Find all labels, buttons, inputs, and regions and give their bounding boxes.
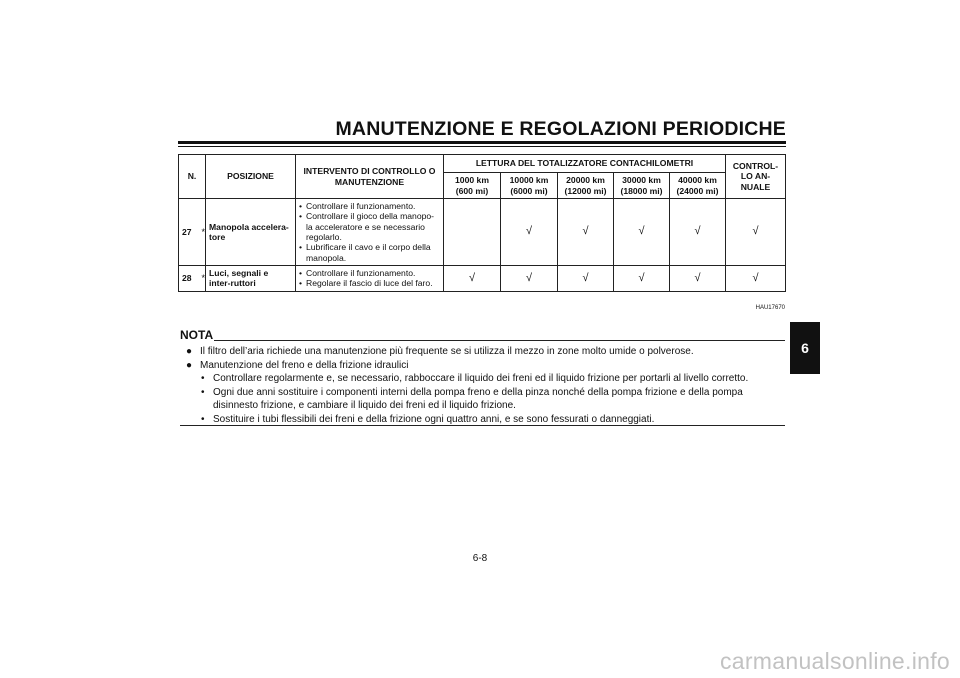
row-star: * [199,199,206,266]
bullet-icon: ● [186,346,193,357]
watermark: carmanualsonline.info [719,648,950,674]
action-item: • Controllare il gioco della manopo-la acceleratore e se necessario regolarlo. [299,211,440,242]
reference-code: HAU17670 [755,305,785,311]
title-rule [178,141,786,144]
row-position: Luci, segnali e inter-ruttori [206,265,296,291]
col-header-n: N. [179,155,206,199]
note-sub-item: • Controllare regolarmente e, se necessario, rabboccare il liquido dei freni ed il liquido frizione per portarli al livello corretto. [201,373,749,384]
action-item: • Controllare il funzionamento. [299,268,440,278]
note-rule [214,340,785,341]
sub-bullet-icon: • [201,373,205,384]
check-cell: √ [444,265,501,291]
col-header-odometer: LETTURA DEL TOTALIZZATORE CONTACHILOMETRI [444,155,726,173]
note-bottom-rule [180,425,785,426]
check-cell: √ [501,265,558,291]
sub-bullet-icon: • [201,413,205,425]
row-actions [296,199,444,266]
note-title: NOTA [180,328,214,342]
check-cell: √ [726,199,786,266]
row-actions [296,265,444,291]
page-number: 6-8 [472,553,488,564]
check-cell: √ [670,265,726,291]
check-cell [444,199,501,266]
chapter-tab: 6 [790,322,820,374]
row-number: 28 [179,265,199,291]
note-sub-item: • Sostituire i tubi flessibili dei freni e della frizione ogni quattro anni, e se sono fessurati o danneggiati. [201,413,655,425]
col-header-annual: CONTROL-LO AN-NUALE [726,155,786,199]
check-cell: √ [558,265,614,291]
table-row [179,199,786,266]
note-bullet: ● Manutenzione del freno e della frizione idraulici [186,359,409,371]
note-sub-item: • Ogni due anni sostituire i componenti interni della pompa freno e della pinza nonché della pompa frizione e della pompa disinnesto frizione, e cambiare il liquido dei freni ed il liquido frizione. [201,386,743,411]
row-position: Manopola accelera-tore [206,199,296,266]
row-star: * [199,265,206,291]
col-header-interval: 10000 km (6000 mi) [501,173,558,199]
col-header-action: INTERVENTO DI CONTROLLO O MANUTENZIONE [296,155,444,199]
col-header-interval: 30000 km (18000 mi) [614,173,670,199]
check-cell: √ [501,199,558,266]
col-header-position: POSIZIONE [206,155,296,199]
maintenance-table [178,154,786,292]
check-cell: √ [614,265,670,291]
title-rule-thin [178,146,786,147]
action-item: • Regolare il fascio di luce del faro. [299,278,440,288]
check-cell: √ [558,199,614,266]
row-number: 27 [179,199,199,266]
check-cell: √ [670,199,726,266]
col-header-interval: 20000 km (12000 mi) [558,173,614,199]
action-item: • Lubrificare il cavo e il corpo della manopola. [299,242,440,263]
table-row [179,265,786,291]
note-body [180,345,790,426]
bullet-icon: ● [186,359,193,371]
note-bullet: ● Il filtro dell’aria richiede una manutenzione più frequente se si utilizza il mezzo in zone molto umide o polverose. [186,346,694,357]
col-header-interval: 40000 km (24000 mi) [670,173,726,199]
check-cell: √ [726,265,786,291]
check-cell: √ [614,199,670,266]
sub-bullet-icon: • [201,386,205,398]
page-title: MANUTENZIONE E REGOLAZIONI PERIODICHE [335,118,786,140]
col-header-interval: 1000 km (600 mi) [444,173,501,199]
action-item: • Controllare il funzionamento. [299,201,440,211]
